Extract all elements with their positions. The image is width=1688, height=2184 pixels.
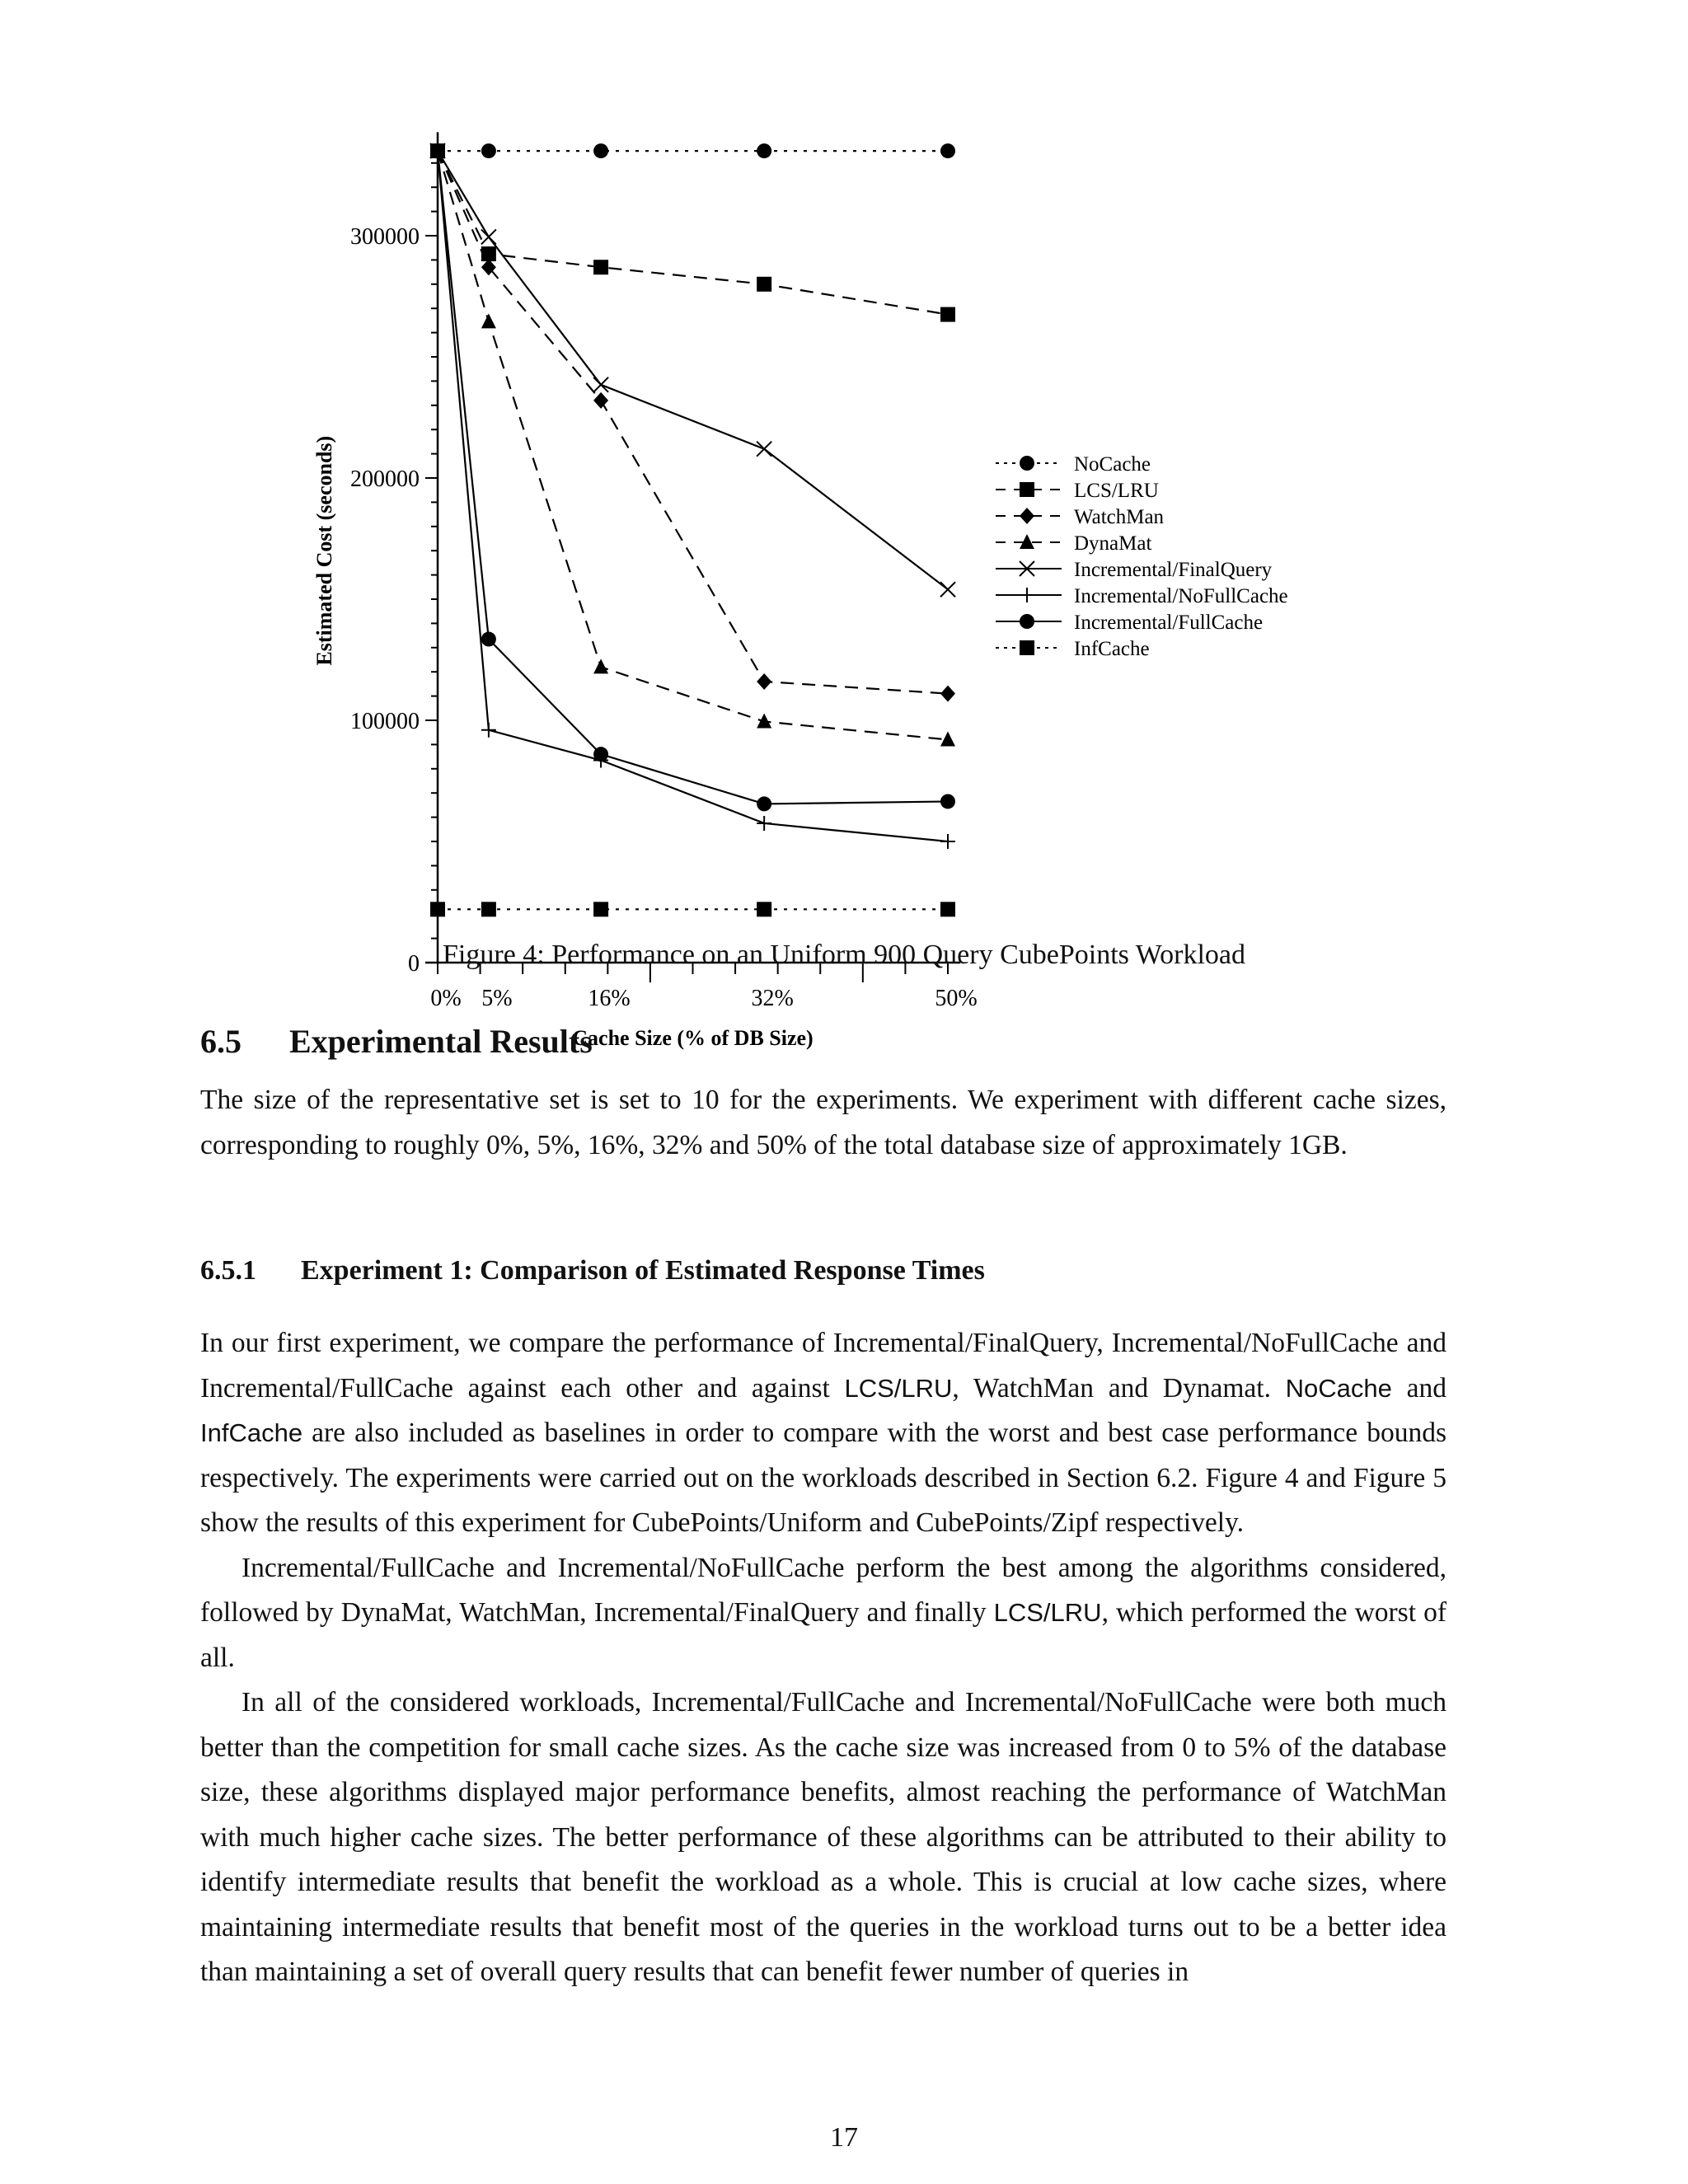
- y-axis-label: Estimated Cost (seconds): [312, 435, 336, 666]
- figure-caption: Figure 4: Performance on an Uniform 900 Query CubePoints Workload: [443, 940, 1245, 970]
- algorithm-name-infcache: InfCache: [200, 1418, 303, 1447]
- series-nocache: [430, 143, 955, 158]
- x-tick-label: 5%: [481, 986, 513, 1011]
- x-tick-label: 50%: [935, 986, 978, 1011]
- legend-label: LCS/LRU: [1074, 480, 1159, 502]
- paragraph-3: In all of the considered workloads, Incremental/FullCache and Incremental/NoFullCache were both much better than the competition for small cache sizes. As the cache size was increased from 0 to 5% of the database size, these algorithms displayed major performance benefits, almost reaching the performance of WatchMan with much higher cache sizes. The better performance of these algorithms can be attributed to their ability to identify intermediate results that benefit the workload as a whole. This is crucial at low cache sizes, where maintaining intermediate results that benefit most of the queries in the workload turns out to be a better idea than maintaining a set of overall query results that can benefit fewer number of queries in: [200, 1687, 1447, 1987]
- section-title: Experimental Results: [289, 1023, 593, 1060]
- algorithm-name-lcs-lru: LCS/LRU: [993, 1598, 1102, 1627]
- legend-item: [996, 532, 1151, 555]
- legend-item: [996, 480, 1159, 502]
- series-infcache: [430, 902, 955, 916]
- subsection-body: [200, 1321, 1447, 1995]
- legend-label: Incremental/FullCache: [1074, 612, 1264, 634]
- section-number: 6.5: [200, 1023, 241, 1060]
- text-run: Incremental/FullCache and Incremental/NoFullCache perform the best among the algorithms considered, followed by DynaMat, WatchMan, Incremental/FinalQuery and finally: [200, 1552, 1447, 1628]
- x-axis-label: Cache Size (% of DB Size): [572, 1026, 814, 1050]
- legend-item: [996, 612, 1263, 634]
- legend-label: NoCache: [1074, 453, 1151, 476]
- text-run: In our first experiment, we compare the performance of Incremental/FinalQuery, Incremental/NoFullCache and Incremental/FullCache against each other and against: [200, 1328, 1447, 1404]
- legend-label: Incremental/NoFullCache: [1074, 585, 1288, 607]
- legend: [996, 453, 1288, 660]
- paragraph-2: [200, 1546, 1447, 1681]
- algorithm-name-nocache: NoCache: [1285, 1373, 1392, 1403]
- y-tick-label: 100000: [350, 709, 420, 734]
- subsection-title: Experiment 1: Comparison of Estimated Response Times: [301, 1255, 985, 1286]
- text-run: , WatchMan and Dynamat.: [952, 1372, 1286, 1404]
- y-tick-label: 200000: [350, 466, 420, 492]
- legend-label: Incremental/FinalQuery: [1074, 559, 1273, 581]
- subsection-heading: [200, 1255, 985, 1286]
- paragraph-1: [200, 1321, 1447, 1546]
- section-heading: [200, 1022, 593, 1061]
- legend-label: WatchMan: [1074, 506, 1165, 528]
- text-run: and: [1391, 1372, 1447, 1404]
- series-dynamat: [430, 143, 955, 746]
- section-intro-block: [200, 1078, 1447, 1168]
- axes: [312, 132, 978, 1050]
- x-tick-label: 0%: [430, 986, 462, 1011]
- text-run: , which performed the worst of all.: [200, 1597, 1447, 1673]
- algorithm-name-lcs-lru: LCS/LRU: [844, 1373, 953, 1403]
- legend-item: [996, 638, 1150, 660]
- y-tick-label: 0: [408, 951, 420, 977]
- series-incremental-finalquery: [430, 143, 955, 597]
- legend-item: [996, 585, 1288, 607]
- page-number: 17: [830, 2122, 858, 2153]
- series-lcs-lru: [430, 143, 955, 321]
- legend-label: DynaMat: [1074, 532, 1152, 555]
- section-intro-paragraph: The size of the representative set is set to 10 for the experiments. We experiment with different cache sizes, corresponding to roughly 0%, 5%, 16%, 32% and 50% of the total database size of approximately 1GB.: [200, 1085, 1447, 1160]
- subsection-number: 6.5.1: [200, 1255, 256, 1286]
- legend-item: [996, 559, 1273, 581]
- x-tick-label: 32%: [751, 986, 794, 1011]
- legend-item: [996, 506, 1165, 528]
- legend-label: InfCache: [1074, 638, 1150, 660]
- series-incremental-fullcache: [430, 143, 955, 811]
- series-incremental-nofullcache: [430, 143, 955, 849]
- series-watchman: [430, 143, 955, 702]
- text-run: are also included as baselines in order to compare with the worst and best case performance bounds respectively. The experiments were carried out on the workloads described in Section 6.2. Figure 4 and Figure 5 show the results of this experiment for CubePoints/Uniform and CubePoints/Zipf respectively.: [200, 1418, 1447, 1538]
- legend-item: [996, 453, 1151, 476]
- y-tick-label: 300000: [350, 224, 420, 250]
- x-tick-label: 16%: [588, 986, 631, 1011]
